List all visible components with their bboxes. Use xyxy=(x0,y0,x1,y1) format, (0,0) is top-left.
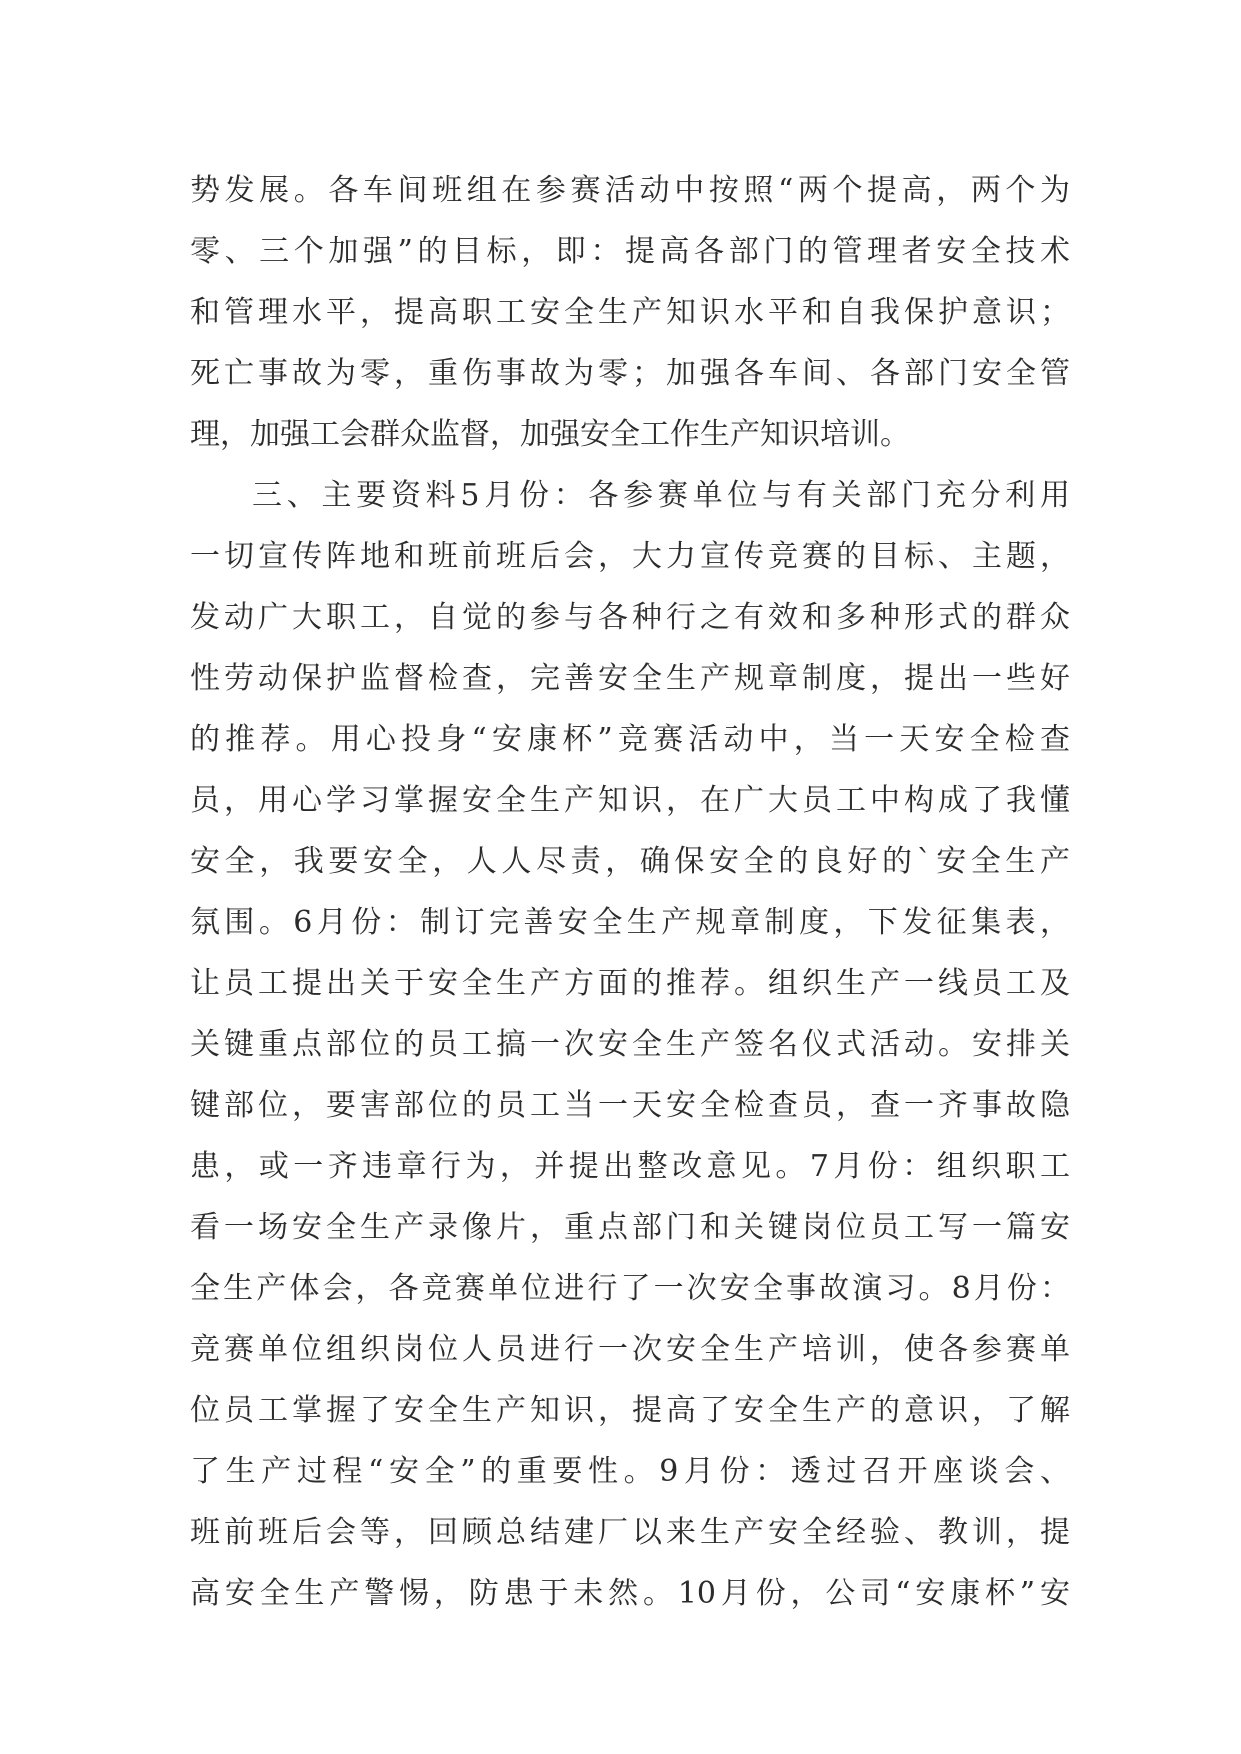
text-line: 高安全生产警惕，防患于未然。10月份，公司“安康杯”安 xyxy=(190,1576,1070,1611)
text-line: 让员工提出关于安全生产方面的推荐。组织生产一线员工及 xyxy=(190,966,1070,1001)
text-line: 安全，我要安全，人人尽责，确保安全的良好的`安全生产 xyxy=(190,844,1070,879)
text-line: 键部位，要害部位的员工当一天安全检查员，查一齐事故隐 xyxy=(190,1088,1070,1123)
text-line: 三、主要资料5月份：各参赛单位与有关部门充分利用 xyxy=(252,478,1070,513)
text-line: 了生产过程“安全”的重要性。9月份：透过召开座谈会、 xyxy=(190,1454,1070,1489)
text-line: 死亡事故为零，重伤事故为零；加强各车间、各部门安全管 xyxy=(190,356,1070,391)
text-line: 的推荐。用心投身“安康杯”竞赛活动中，当一天安全检查 xyxy=(190,722,1070,757)
text-line: 看一场安全生产录像片，重点部门和关键岗位员工写一篇安 xyxy=(190,1210,1070,1245)
text-line: 一切宣传阵地和班前班后会，大力宣传竞赛的目标、主题， xyxy=(190,539,1070,574)
text-line: 班前班后会等，回顾总结建厂以来生产安全经验、教训，提 xyxy=(190,1515,1070,1550)
text-line: 员，用心学习掌握安全生产知识，在广大员工中构成了我懂 xyxy=(190,783,1070,818)
text-line: 性劳动保护监督检查，完善安全生产规章制度，提出一些好 xyxy=(190,661,1070,696)
text-line: 发动广大职工，自觉的参与各种行之有效和多种形式的群众 xyxy=(190,600,1070,635)
document-body xyxy=(190,160,1070,1624)
text-line: 全生产体会，各竞赛单位进行了一次安全事故演习。8月份： xyxy=(190,1271,1070,1306)
text-line: 零、三个加强”的目标，即：提高各部门的管理者安全技术 xyxy=(190,234,1070,269)
text-line: 势发展。各车间班组在参赛活动中按照“两个提高，两个为 xyxy=(190,173,1070,208)
text-line: 竞赛单位组织岗位人员进行一次安全生产培训，使各参赛单 xyxy=(190,1332,1070,1367)
text-line: 氛围。6月份：制订完善安全生产规章制度，下发征集表， xyxy=(190,905,1070,940)
text-line: 关键重点部位的员工搞一次安全生产签名仪式活动。安排关 xyxy=(190,1027,1070,1062)
text-line: 和管理水平，提高职工安全生产知识水平和自我保护意识； xyxy=(190,295,1070,330)
text-line: 患，或一齐违章行为，并提出整改意见。7月份：组织职工 xyxy=(190,1149,1070,1184)
text-line: 理，加强工会群众监督，加强安全工作生产知识培训。 xyxy=(190,417,910,452)
text-line: 位员工掌握了安全生产知识，提高了安全生产的意识，了解 xyxy=(190,1393,1070,1428)
